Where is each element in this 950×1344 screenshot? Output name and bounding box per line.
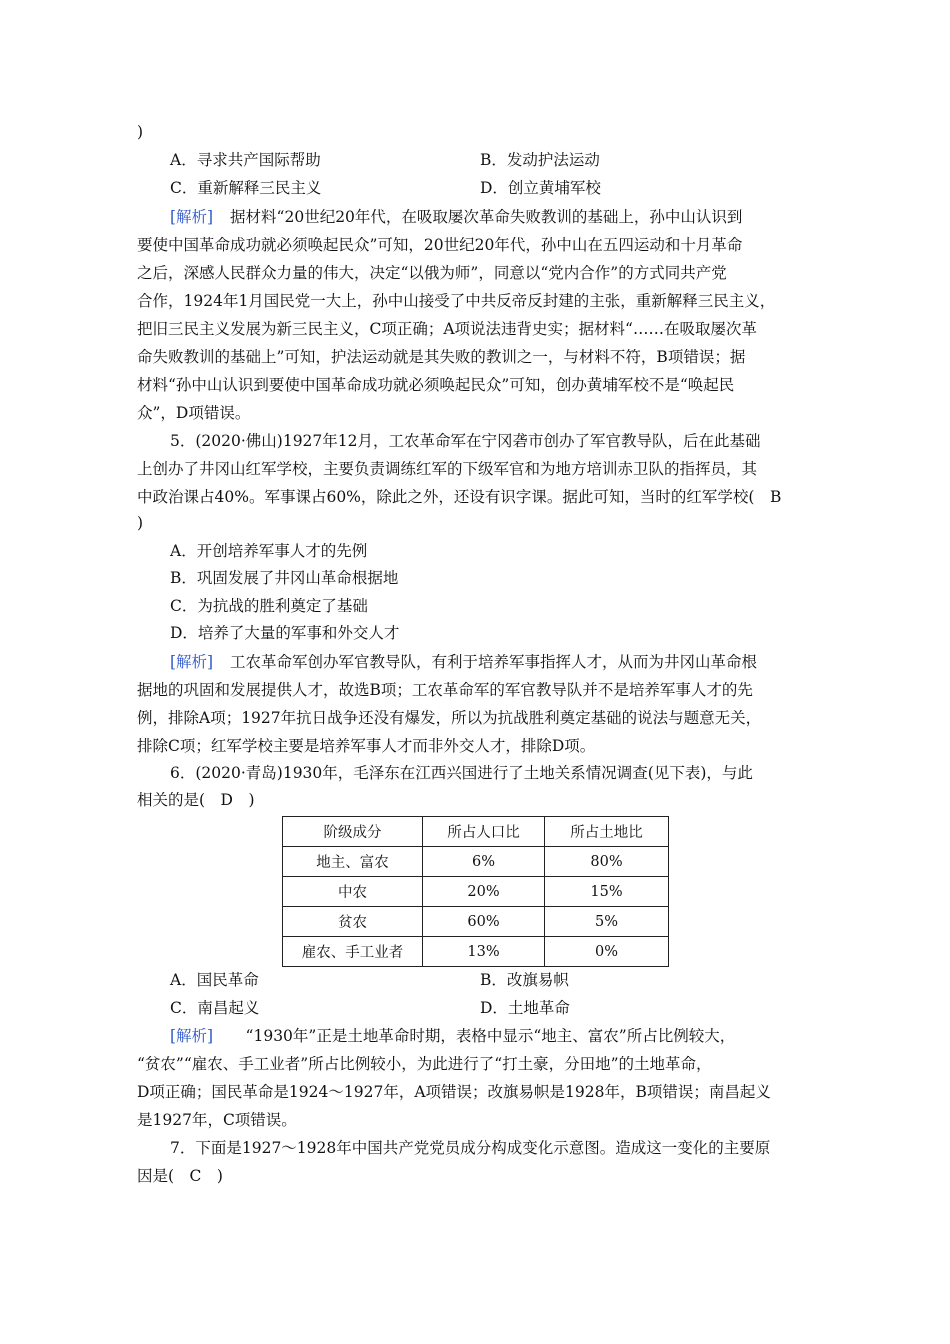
q4-analysis-text-1: 据材料“20世纪20年代，在吸取屡次革命失败教训的基础上，孙中山认识到 bbox=[230, 208, 743, 226]
q4-analysis-line-7: 材料“孙中山认识到要使中国革命成功就必须唤起民众”可知，创办黄埔军校不是“唤起民 bbox=[137, 376, 735, 394]
q4-option-d: D．创立黄埔军校 bbox=[480, 179, 601, 197]
table-cell: 0% bbox=[545, 937, 669, 967]
q6-analysis-line-2: “贫农”“雇农、手工业者”所占比例较小，为此进行了“打土豪，分田地”的土地革命， bbox=[137, 1055, 712, 1073]
q4-option-a: A．寻求共产国际帮助 bbox=[170, 151, 321, 169]
q4-analysis-line-2: 要使中国革命成功就必须唤起民众”可知，20世纪20年代，孙中山在五四运动和十月革命 bbox=[137, 236, 743, 254]
q6-analysis-line-4: 是1927年，C项错误。 bbox=[137, 1111, 297, 1129]
table-header-cell: 阶级成分 bbox=[283, 817, 423, 847]
q6-analysis-tag: [解析] bbox=[170, 1027, 214, 1045]
q5-stem-line-2: 上创办了井冈山红军学校，主要负责调练红军的下级军官和为地方培训赤卫队的指挥员，其 bbox=[137, 460, 758, 478]
table-header-cell: 所占土地比 bbox=[545, 817, 669, 847]
table-row bbox=[283, 877, 669, 907]
q5-analysis-line-2: 据地的巩固和发展提供人才，故选B项；工农革命军的军官教导队并不是培养军事人才的先 bbox=[137, 681, 753, 699]
q5-analysis-text-1: 工农革命军创办军官教导队，有利于培养军事指挥人才，从而为井冈山革命根 bbox=[230, 653, 758, 671]
q4-analysis-line-4: 合作，1924年1月国民党一大上，孙中山接受了中共反帝反封建的主张，重新解释三民主义， bbox=[137, 292, 776, 310]
q5-option-b: B．巩固发展了井冈山革命根据地 bbox=[170, 569, 399, 587]
q6-analysis-line-1 bbox=[170, 1026, 735, 1046]
table-cell: 雇农、手工业者 bbox=[283, 937, 423, 967]
q5-option-a: A．开创培养军事人才的先例 bbox=[170, 542, 368, 560]
q6-analysis-text-1: “1930年”正是土地革命时期，表格中显示“地主、富农”所占比例较大， bbox=[230, 1027, 736, 1045]
q5-stem-line-4: ) bbox=[137, 514, 144, 532]
q5-analysis-line-1 bbox=[170, 652, 757, 672]
q5-option-c: C．为抗战的胜利奠定了基础 bbox=[170, 597, 368, 615]
table-cell: 贫农 bbox=[283, 907, 423, 937]
q4-option-c: C．重新解释三民主义 bbox=[170, 179, 322, 197]
table-cell: 15% bbox=[545, 877, 669, 907]
q5-analysis-line-4: 排除C项；红军学校主要是培养军事人才而非外交人才，排除D项。 bbox=[137, 737, 596, 755]
q4-analysis-line-3: 之后，深感人民群众力量的伟大，决定“以俄为师”，同意以“党内合作”的方式同共产党 bbox=[137, 264, 727, 282]
q7-stem-line-2: 因是( C ) bbox=[137, 1167, 223, 1185]
q5-analysis-line-3: 例，排除A项；1927年抗日战争还没有爆发，所以为抗战胜利奠定基础的说法与题意无关， bbox=[137, 709, 762, 727]
land-survey-table bbox=[282, 816, 669, 967]
q4-analysis-line-8: 众”，D项错误。 bbox=[137, 404, 251, 422]
q5-stem-line-3: 中政治课占40%。军事课占60%，除此之外，还设有识字课。据此可知，当时的红军学校( B bbox=[137, 488, 782, 506]
q4-analysis-line-6: 命失败教训的基础上”可知，护法运动就是其失败的教训之一，与材料不符，B项错误；据 bbox=[137, 348, 746, 366]
table-header-row bbox=[283, 817, 669, 847]
table-cell: 20% bbox=[423, 877, 545, 907]
q6-option-b: B．改旗易帜 bbox=[480, 971, 569, 989]
q7-stem-line-1: 7．下面是1927～1928年中国共产党党员成分构成变化示意图。造成这一变化的主要原 bbox=[170, 1139, 771, 1157]
q4-analysis-line-1 bbox=[170, 207, 742, 227]
table-cell: 5% bbox=[545, 907, 669, 937]
q6-analysis-line-3: D项正确；国民革命是1924～1927年，A项错误；改旗易帜是1928年，B项错误；南昌起义 bbox=[137, 1083, 771, 1101]
table-row bbox=[283, 847, 669, 877]
table-header-cell: 所占人口比 bbox=[423, 817, 545, 847]
q4-option-b: B．发动护法运动 bbox=[480, 151, 600, 169]
table-row bbox=[283, 937, 669, 967]
q4-analysis-line-5: 把旧三民主义发展为新三民主义，C项正确；A项说法违背史实；据材料“……在吸取屡次革 bbox=[137, 320, 757, 338]
q6-option-a: A．国民革命 bbox=[170, 971, 259, 989]
q5-option-d: D．培养了大量的军事和外交人才 bbox=[170, 624, 400, 642]
q6-stem-line-2: 相关的是( D ) bbox=[137, 791, 255, 809]
q4-close-paren: ) bbox=[137, 123, 144, 141]
q4-analysis-tag: [解析] bbox=[170, 208, 214, 226]
q6-option-c: C．南昌起义 bbox=[170, 999, 260, 1017]
table-cell: 80% bbox=[545, 847, 669, 877]
table-cell: 13% bbox=[423, 937, 545, 967]
q5-stem-line-1: 5．(2020·佛山)1927年12月，工农革命军在宁冈砻市创办了军官教导队，后在此基础 bbox=[170, 432, 761, 450]
q6-stem-line-1: 6．(2020·青岛)1930年，毛泽东在江西兴国进行了土地关系情况调查(见下表)，与此 bbox=[170, 764, 753, 782]
table-cell: 地主、富农 bbox=[283, 847, 423, 877]
table-cell: 6% bbox=[423, 847, 545, 877]
table-cell: 60% bbox=[423, 907, 545, 937]
q6-option-d: D．土地革命 bbox=[480, 999, 570, 1017]
q5-analysis-tag: [解析] bbox=[170, 653, 214, 671]
table-cell: 中农 bbox=[283, 877, 423, 907]
table-row bbox=[283, 907, 669, 937]
